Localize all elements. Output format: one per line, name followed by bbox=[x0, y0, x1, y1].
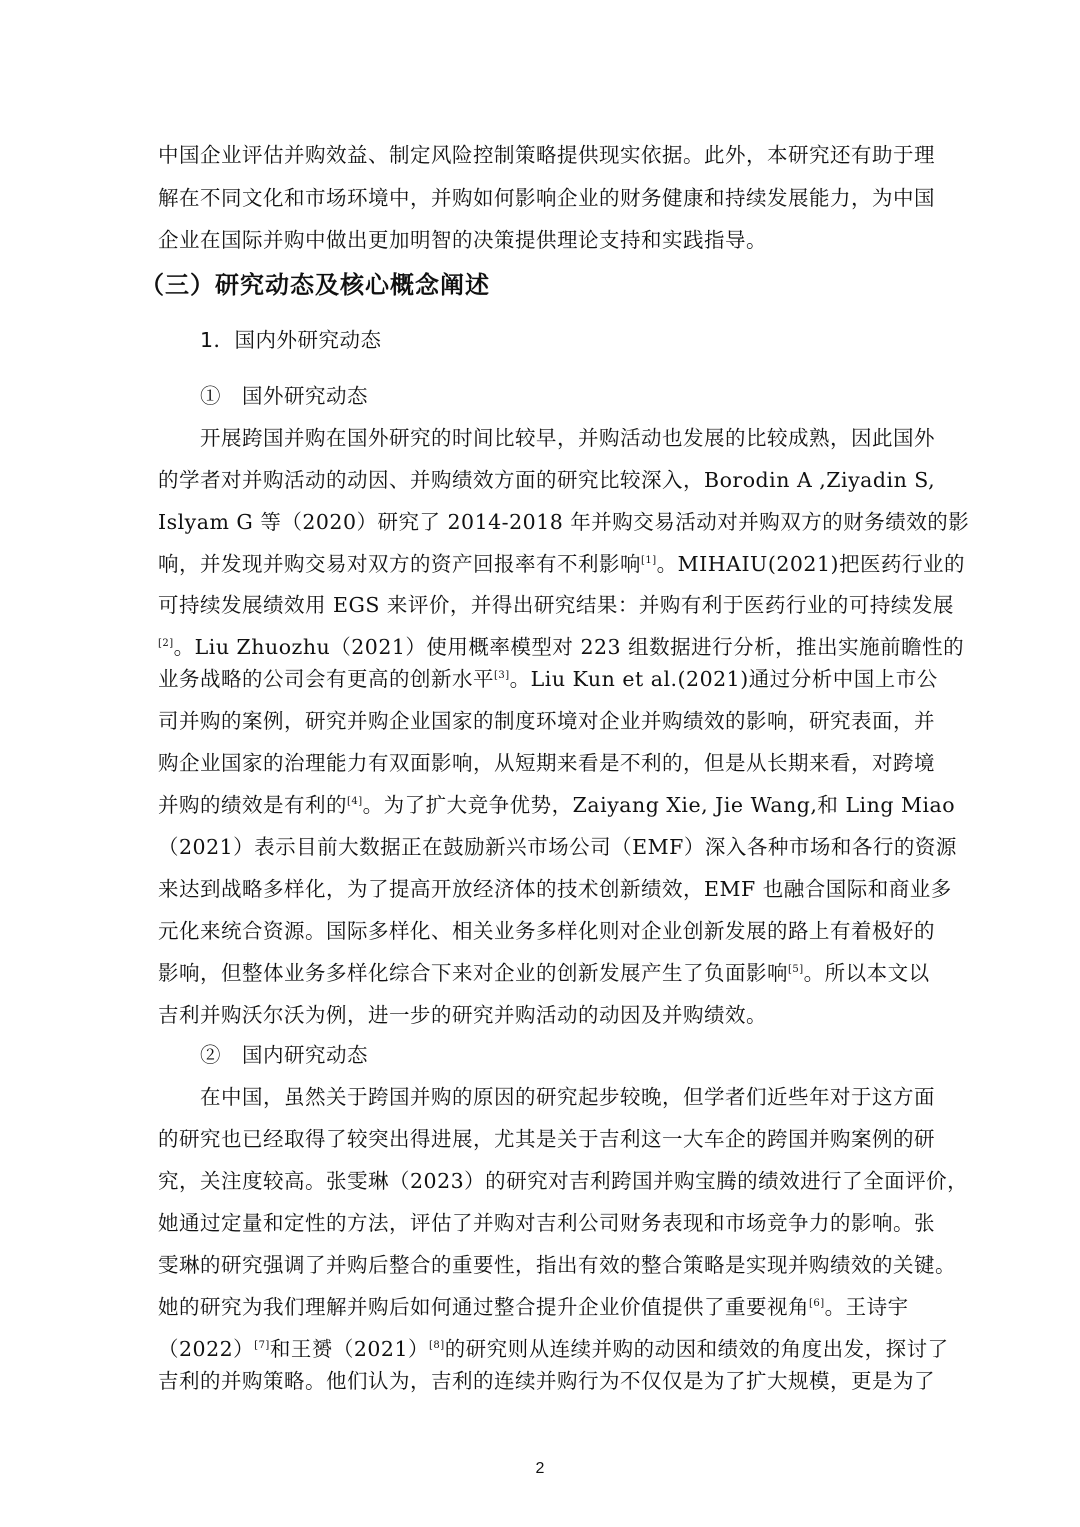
text-segment: 并购的绩效是有利的 bbox=[158, 793, 347, 817]
text-segment: 她的研究为我们理解并购后如何通过整合提升企业价值提供了重要视角 bbox=[158, 1295, 809, 1319]
paragraph-line bbox=[158, 1334, 958, 1364]
paragraph-line bbox=[158, 632, 965, 662]
citation-ref: [3] bbox=[494, 670, 510, 682]
text-segment: 。Liu Kun et al.(2021)通过分析中国上市公 bbox=[509, 667, 938, 691]
paragraph-line: 司并购的案例，研究并购企业国家的制度环境对企业并购绩效的影响，研究表面，并 bbox=[158, 709, 935, 733]
paragraph-line: 吉利的并购策略。他们认为，吉利的连续并购行为不仅仅是为了扩大规模，更是为了 bbox=[158, 1369, 935, 1393]
foreign-research-label: ① 国外研究动态 bbox=[200, 384, 368, 408]
subsection-heading: 1．国内外研究动态 bbox=[200, 328, 382, 352]
text-segment: 。Liu Zhuozhu（2021）使用概率模型对 223 组数据进行分析，推出实施前瞻性的 bbox=[173, 635, 965, 659]
citation-ref: [4] bbox=[347, 796, 363, 808]
paragraph-line: 的研究也已经取得了较突出得进展，尤其是关于吉利这一大车企的跨国并购案例的研 bbox=[158, 1127, 935, 1151]
citation-ref: [2] bbox=[158, 638, 174, 650]
paragraph-line: 开展跨国并购在国外研究的时间比较早，并购活动也发展的比较成熟，因此国外 bbox=[200, 426, 935, 450]
text-segment: 影响，但整体业务多样化综合下来对企业的创新发展产生了负面影响 bbox=[158, 961, 788, 985]
citation-ref: [6] bbox=[809, 1298, 825, 1310]
text-segment: 和王赟（2021） bbox=[269, 1337, 430, 1361]
citation-ref: [5] bbox=[788, 964, 804, 976]
text-segment: 。为了扩大竞争优势，Zaiyang Xie, Jie Wang,和 Ling Miao bbox=[362, 793, 956, 817]
paragraph-line: 在中国，虽然关于跨国并购的原因的研究起步较晚，但学者们近些年对于这方面 bbox=[200, 1085, 935, 1109]
domestic-research-label: ② 国内研究动态 bbox=[200, 1043, 368, 1067]
paragraph-line: 究，关注度较高。张雯琳（2023）的研究对吉利跨国并购宝腾的绩效进行了全面评价， bbox=[158, 1169, 969, 1193]
paragraph-line: 元化来统合资源。国际多样化、相关业务多样化则对企业创新发展的路上有着极好的 bbox=[158, 919, 935, 943]
text-segment: （2022） bbox=[158, 1337, 255, 1361]
paragraph-line: 来达到战略多样化，为了提高开放经济体的技术创新绩效，EMF 也融合国际和商业多 bbox=[158, 877, 952, 901]
intro-line-1: 中国企业评估并购效益、制定风险控制策略提供现实依据。此外，本研究还有助于理 bbox=[158, 143, 935, 167]
text-segment: 业务战略的公司会有更高的创新水平 bbox=[158, 667, 494, 691]
paragraph-line bbox=[158, 790, 958, 820]
paragraph-line bbox=[158, 1292, 958, 1322]
text-segment: 。MIHAIU(2021)把医药行业的 bbox=[656, 552, 965, 576]
paragraph-line: 的学者对并购活动的动因、并购绩效方面的研究比较深入，Borodin A ,Ziyadin S, bbox=[158, 468, 936, 492]
citation-ref: [1] bbox=[641, 555, 657, 567]
page-number: 2 bbox=[535, 1460, 545, 1477]
citation-ref: [8] bbox=[429, 1340, 445, 1352]
paragraph-line: 吉利并购沃尔沃为例，进一步的研究并购活动的动因及并购绩效。 bbox=[158, 1003, 767, 1027]
paragraph-line bbox=[158, 549, 965, 579]
text-segment: 。王诗宇 bbox=[824, 1295, 909, 1319]
intro-line-2: 解在不同文化和市场环境中，并购如何影响企业的财务健康和持续发展能力，为中国 bbox=[158, 186, 935, 210]
paragraph-line: （2021）表示目前大数据正在鼓励新兴市场公司（EMF）深入各种市场和各行的资源 bbox=[158, 835, 957, 859]
paragraph-line: 购企业国家的治理能力有双面影响，从短期来看是不利的，但是从长期来看，对跨境 bbox=[158, 751, 935, 775]
paragraph-line bbox=[158, 958, 958, 988]
paragraph-line bbox=[158, 664, 958, 694]
intro-line-3: 企业在国际并购中做出更加明智的决策提供理论支持和实践指导。 bbox=[158, 228, 767, 252]
text-segment: 响，并发现并购交易对双方的资产回报率有不利影响 bbox=[158, 552, 641, 576]
text-segment: 的研究则从连续并购的动因和绩效的角度出发，探讨了 bbox=[444, 1337, 949, 1361]
citation-ref: [7] bbox=[254, 1340, 270, 1352]
text-segment: 。所以本文以 bbox=[803, 961, 930, 985]
paragraph-line: 可持续发展绩效用 EGS 来评价，并得出研究结果：并购有利于医药行业的可持续发展 bbox=[158, 593, 954, 617]
paragraph-line: Islyam G 等（2020）研究了 2014-2018 年并购交易活动对并购双方的财务绩效的影 bbox=[158, 510, 970, 534]
section-heading: （三）研究动态及核心概念阐述 bbox=[140, 271, 490, 299]
paragraph-line: 她通过定量和定性的方法，评估了并购对吉利公司财务表现和市场竞争力的影响。张 bbox=[158, 1211, 935, 1235]
paragraph-line: 雯琳的研究强调了并购后整合的重要性，指出有效的整合策略是实现并购绩效的关键。 bbox=[158, 1253, 956, 1277]
